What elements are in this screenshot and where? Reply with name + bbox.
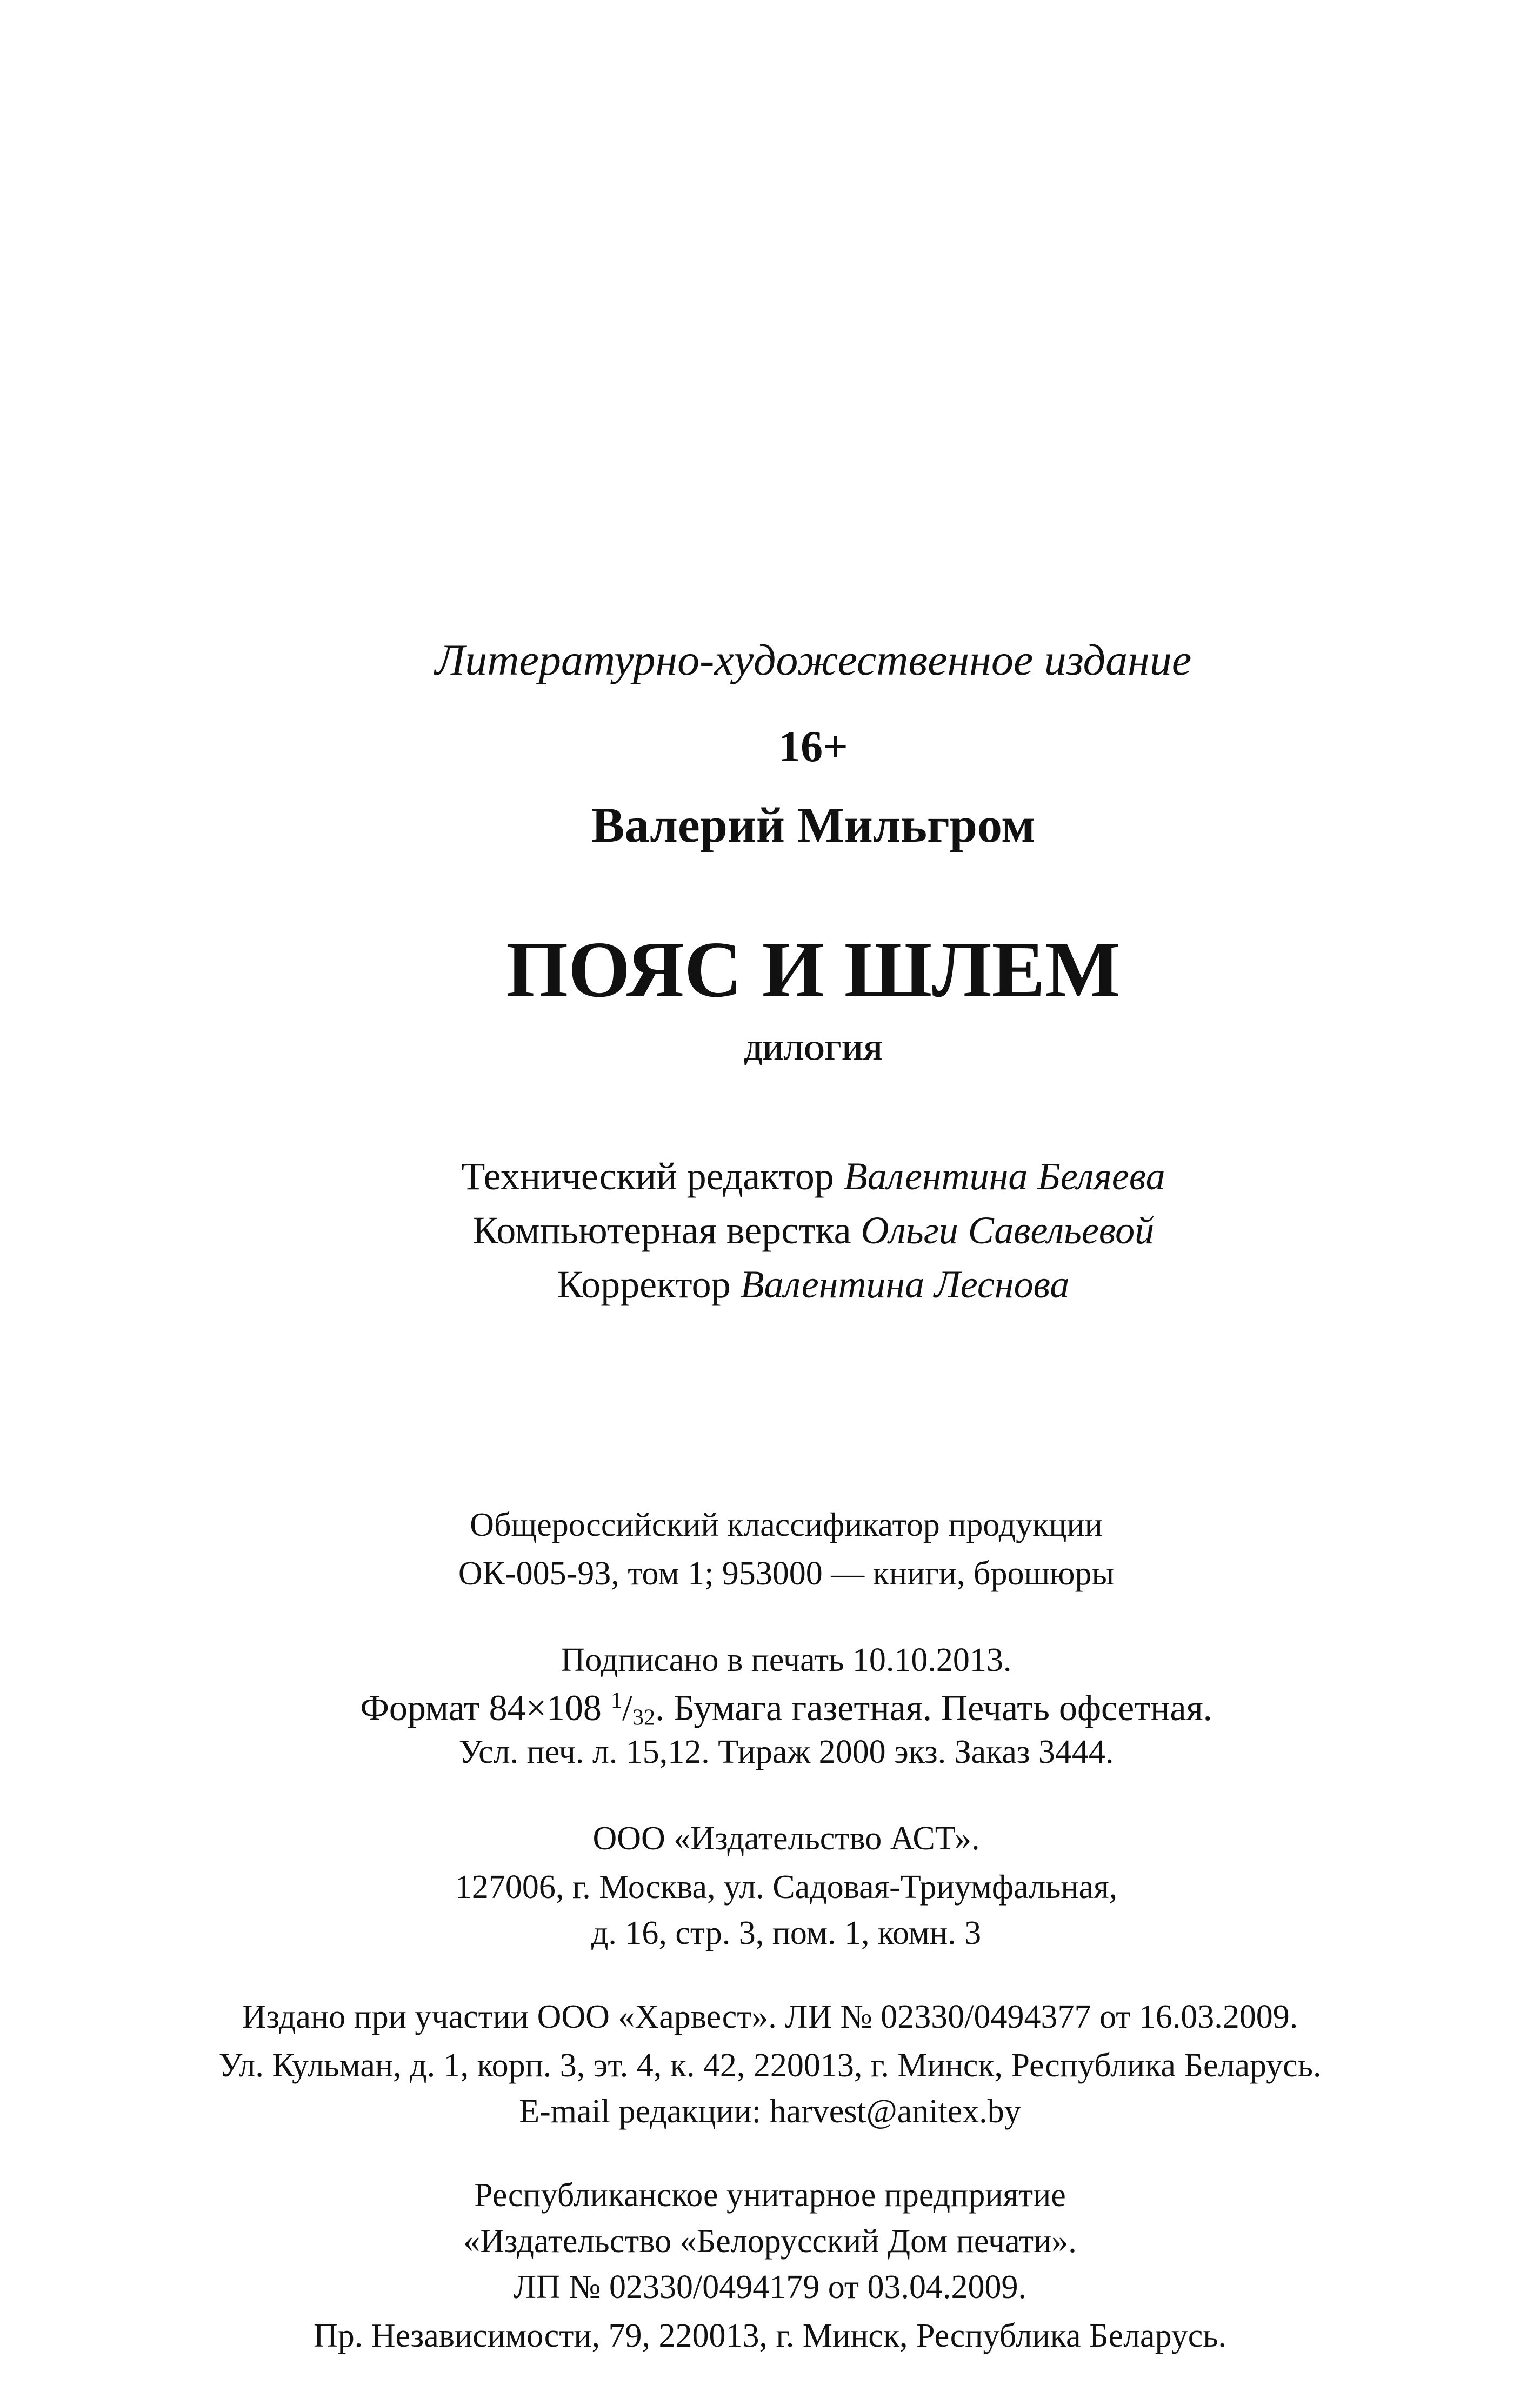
classifier-line: Общероссийский классификатор продукции bbox=[470, 1507, 1103, 1543]
credit-name: Валентина Беляева bbox=[843, 1155, 1165, 1198]
print-details-line: Усл. печ. л. 15,12. Тираж 2000 экз. Заказ 3444. bbox=[458, 1734, 1114, 1770]
credit-technical-editor bbox=[43, 1157, 1540, 1196]
edition-type: Литературно-художественное издание bbox=[435, 635, 1192, 684]
format-denominator: 32 bbox=[632, 1704, 656, 1730]
age-rating: 16+ bbox=[778, 722, 848, 771]
format-fraction bbox=[611, 1687, 655, 1728]
book-subtitle: дилогия bbox=[744, 1025, 883, 1068]
credit-role: Компьютерная верстка bbox=[472, 1209, 851, 1252]
format-numerator: 1 bbox=[610, 1687, 623, 1713]
printer-line: Республиканское унитарное предприятие bbox=[474, 2177, 1066, 2214]
format-suffix: . Бумага газетная. Печать офсетная. bbox=[655, 1687, 1212, 1728]
credit-role: Технический редактор bbox=[461, 1155, 834, 1198]
publisher-address-line: д. 16, стр. 3, пом. 1, комн. 3 bbox=[591, 1915, 982, 1951]
printer-license-line: ЛП № 02330/0494179 от 03.04.2009. bbox=[514, 2269, 1026, 2306]
printer-name-line: «Издательство «Белорусский Дом печати». bbox=[463, 2223, 1077, 2260]
format-prefix: Формат 84×108 bbox=[360, 1687, 611, 1728]
format-slash: / bbox=[622, 1687, 632, 1728]
harvest-email-line: E-mail редакции: harvest@anitex.by bbox=[519, 2093, 1021, 2130]
author-name: Валерий Мильгром bbox=[591, 797, 1035, 852]
credit-layout bbox=[43, 1211, 1540, 1250]
print-format-line bbox=[16, 1687, 1540, 1730]
publisher-name: ООО «Издательство АСТ». bbox=[592, 1820, 980, 1857]
publisher-address-line: 127006, г. Москва, ул. Садовая-Триумфальная, bbox=[455, 1869, 1118, 1906]
credit-role: Корректор bbox=[557, 1263, 731, 1306]
credit-name: Валентина Леснова bbox=[740, 1263, 1070, 1306]
credit-name: Ольги Савельевой bbox=[861, 1209, 1155, 1252]
classifier-code-line: ОК-005-93, том 1; 953000 — книги, брошюры bbox=[458, 1555, 1115, 1592]
harvest-license-line: Издано при участии ООО «Харвест». ЛИ № 02330/0494377 от 16.03.2009. bbox=[242, 1999, 1298, 2035]
harvest-address-line: Ул. Кульман, д. 1, корп. 3, эт. 4, к. 42, 220013, г. Минск, Республика Беларусь. bbox=[218, 2047, 1322, 2084]
print-signed-line: Подписано в печать 10.10.2013. bbox=[561, 1642, 1012, 1678]
book-title: ПОЯС И ШЛЕМ bbox=[506, 925, 1121, 1014]
credit-proofreader bbox=[43, 1265, 1540, 1304]
printer-address-line: Пр. Независимости, 79, 220013, г. Минск, Республика Беларусь. bbox=[313, 2317, 1227, 2354]
